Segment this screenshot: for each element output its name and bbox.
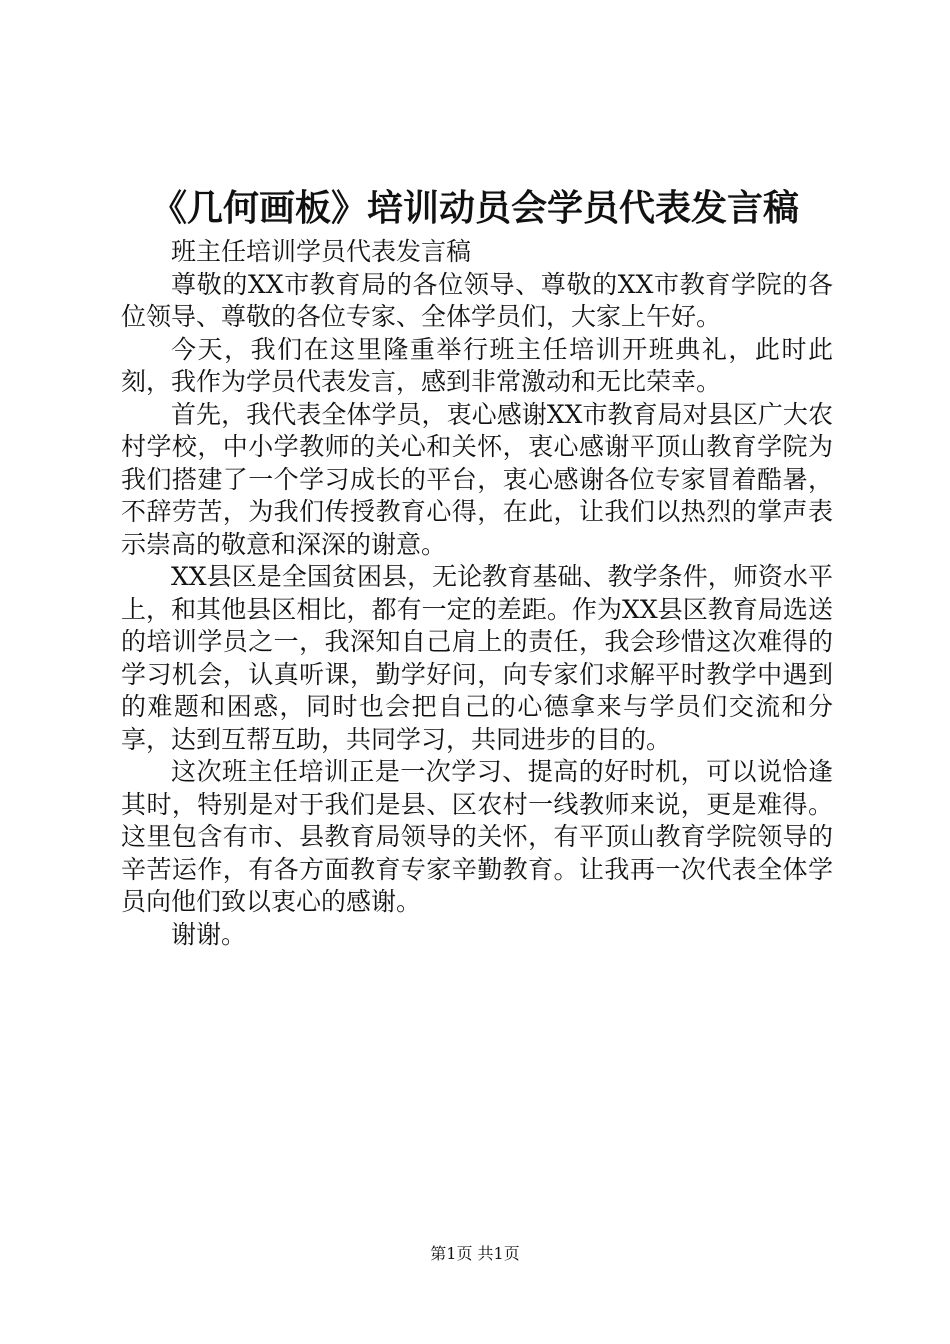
document-title: 《几何画板》培训动员会学员代表发言稿 bbox=[150, 187, 799, 229]
paragraph-county: XX县区是全国贫困县，无论教育基础、教学条件，师资水平上，和其他县区相比，都有一定的差距。作为XX县区教育局选送的培训学员之一，我深知自己肩上的责任，我会珍惜这次难得的学习机会，认真听课，勤学好问，向专家们求解平时教学中遇到的难题和困惑，同时也会把自己的心德拿来与学员们交流和分享，达到互帮互助，共同学习，共同进步的目的。 bbox=[121, 562, 833, 754]
paragraph-greeting: 尊敬的XX市教育局的各位领导、尊敬的XX市教育学院的各位领导、尊敬的各位专家、全体学员们，大家上午好。 bbox=[121, 269, 833, 331]
paragraph-thanks: 首先，我代表全体学员，衷心感谢XX市教育局对县区广大农村学校，中小学教师的关心和关怀，衷心感谢平顶山教育学院为我们搭建了一个学习成长的平台，衷心感谢各位专家冒着酷暑，不辞劳苦，为我们传授教育心得，在此，让我们以热烈的掌声表示崇高的敬意和深深的谢意。 bbox=[121, 399, 833, 559]
paragraph-closing: 谢谢。 bbox=[171, 919, 247, 949]
paragraph-opportunity: 这次班主任培训正是一次学习、提高的好时机，可以说恰逢其时，特别是对于我们是县、区农村一线教师来说，更是难得。这里包含有市、县教育局领导的关怀，有平顶山教育学院领导的辛苦运作，有各方面教育专家辛勤教育。让我再一次代表全体学员向他们致以衷心的感谢。 bbox=[121, 757, 833, 916]
page-number-footer: 第1页 共1页 bbox=[430, 1244, 520, 1263]
document-body bbox=[121, 236, 833, 951]
paragraph-opening: 今天，我们在这里隆重举行班主任培训开班典礼，此时此刻，我作为学员代表发言，感到非常激动和无比荣幸。 bbox=[121, 334, 833, 396]
paragraph-subtitle: 班主任培训学员代表发言稿 bbox=[171, 237, 472, 266]
